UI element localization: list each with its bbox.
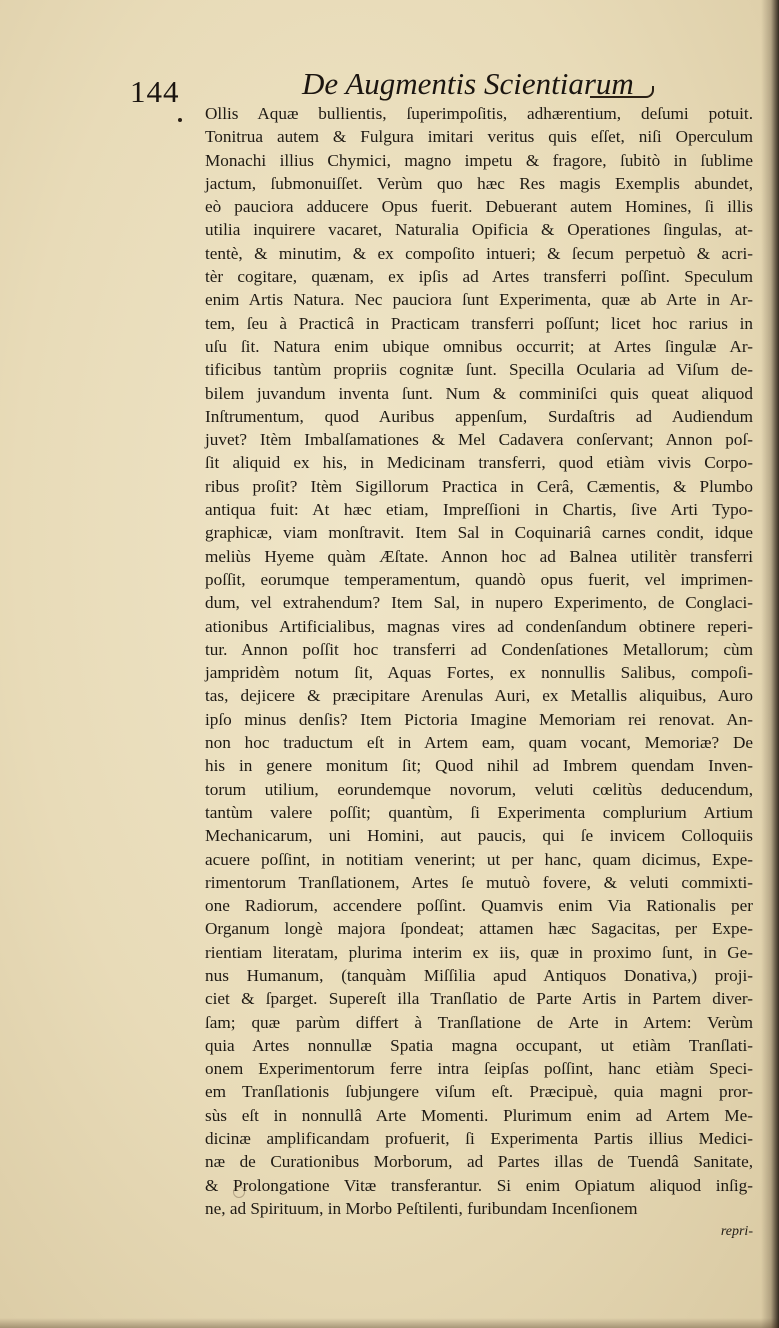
text-line: acuere poſſint, in notitiam venerint; ut per hanc, quam dicimus, Expe- bbox=[205, 849, 753, 869]
text-line: non hoc traductum eſt in Artem eam, quam vocant, Memoriæ? De bbox=[205, 733, 753, 753]
text-line: ciet & ſparget. Supereſt illa Tranſlatio de Parte Artis in Partem diver- bbox=[205, 989, 753, 1009]
catchword: repri- bbox=[720, 1224, 753, 1240]
text-line: ſit aliquid ex his, in Medicinam transferri, quod etiàm vivis Corpo- bbox=[205, 453, 753, 473]
text-line: rimentorum Tranſlationem, Artes ſe mutuò fovere, & veluti commixti- bbox=[205, 872, 753, 892]
running-head: De Augmentis Scientiarum bbox=[302, 66, 634, 101]
text-line: tificibus tantùm propriis cognitæ ſunt. Specilla Ocularia ad Viſum de- bbox=[205, 360, 753, 380]
text-line: his in genere monitum ſit; Quod nihil ad Imbrem quendam Inven- bbox=[205, 756, 753, 776]
text-line: poſſit, eorumque temperamentum, quandò opus fuerit, vel imprimen- bbox=[205, 569, 753, 589]
text-line: Mechanicarum, uni Homini, aut paucis, qui ſe invicem Colloquiis bbox=[205, 826, 753, 846]
gutter-shadow bbox=[761, 0, 779, 1328]
text-line: onem Experimentorum ferre intra ſeipſas poſſint, hanc etiàm Speci- bbox=[205, 1059, 753, 1079]
text-line: bilem juvandum inventa ſunt. Num & comminiſci quis queat aliquod bbox=[205, 383, 753, 403]
text-line: ſam; quæ parùm differt à Tranſlatione de Arte in Artem: Verùm bbox=[205, 1012, 753, 1032]
text-line: jactum, ſubmonuiſſet. Verùm quo hæc Res magis Exemplis abundet, bbox=[205, 173, 753, 193]
text-line: rientiam literatam, plurima interim ex iis, quæ in proximo ſunt, in Ge- bbox=[205, 942, 753, 962]
text-line: tantùm valere poſſit; quantùm, ſi Experimenta complurium Artium bbox=[205, 802, 753, 822]
text-line: one Radiorum, accendere poſſint. Quamvis enim Via Rationalis per bbox=[205, 896, 753, 916]
body-text bbox=[205, 102, 753, 1244]
text-line: dicinæ amplificandam profuerit, ſi Experimenta Partis illius Medici- bbox=[205, 1129, 753, 1149]
text-line: torum utilium, eorundemque novorum, veluti cœlitùs deducendum, bbox=[205, 779, 753, 799]
text-line: næ de Curationibus Morborum, ad Partes illas de Tuendâ Sanitate, bbox=[205, 1152, 753, 1172]
text-line: ipſo minus denſis? Item Pictoria Imagine Memoriam rei renovat. An- bbox=[205, 709, 753, 729]
text-line: meliùs Hyeme quàm Æſtate. Annon hoc ad Balnea utilitèr transferri bbox=[205, 546, 753, 566]
text-line: eò pauciora adducere Opus fuerit. Debuerant autem Homines, ſi illis bbox=[205, 197, 753, 217]
text-line: tem, ſeu à Practicâ in Practicam transferri poſſunt; licet hoc rarius in bbox=[205, 313, 753, 333]
text-line: ne, ad Spirituum, in Morbo Peſtilenti, furibundam Incenſionem bbox=[205, 1198, 638, 1218]
text-line: Inſtrumentum, quod Auribus appenſum, Surdaſtris ad Audiendum bbox=[205, 406, 753, 426]
text-line: juvet? Itèm Imbalſamationes & Mel Cadavera conſervant; Annon poſ- bbox=[205, 430, 753, 450]
page-number: 144 bbox=[130, 74, 180, 109]
margin-mark bbox=[178, 118, 182, 122]
text-line: tèr cogitare, quænam, ex ipſis ad Artes transferri poſſint. Speculum bbox=[205, 267, 753, 287]
text-line: & Prolongatione Vitæ transferantur. Si enim Opiatum aliquod inſig- bbox=[205, 1175, 753, 1195]
running-head-flourish bbox=[590, 86, 654, 98]
text-line: Monachi illius Chymici, magno impetu & fragore, ſubitò in ſublime bbox=[205, 150, 753, 170]
text-line: tas, dejicere & præcipitare Arenulas Auri, ex Metallis aliquibus, Auro bbox=[205, 686, 753, 706]
text-line: nus Humanum, (tanquàm Miſſilia apud Antiquos Donativa,) proji- bbox=[205, 965, 753, 985]
text-line: ribus proſit? Itèm Sigillorum Practica in Cerâ, Cæmentis, & Plumbo bbox=[205, 476, 753, 496]
text-line: sùs eſt in nonnullâ Arte Momenti. Plurimum enim ad Artem Me- bbox=[205, 1105, 753, 1125]
text-line: dum, vel extrahendum? Item Sal, in nupero Experimento, de Conglaci- bbox=[205, 593, 753, 613]
text-line: Tonitrua autem & Fulgura imitari veritus quis eſſet, niſi Operculum bbox=[205, 127, 753, 147]
text-line: Organum longè majora ſpondeat; attamen hæc Sagacitas, per Expe- bbox=[205, 919, 753, 939]
text-line: antiqua fuit: At hæc etiam, Impreſſioni in Chartis, ſive Arti Typo- bbox=[205, 500, 753, 520]
paper-blemish bbox=[233, 1186, 245, 1198]
text-line: em Tranſlationis ſubjungere viſum eſt. Præcipuè, quia magni pror- bbox=[205, 1082, 753, 1102]
text-line: tur. Annon poſſit hoc transferri ad Condenſationes Metallorum; cùm bbox=[205, 639, 753, 659]
text-line: Ollis Aquæ bullientis, ſuperimpoſitis, adhærentium, deſumi potuit. bbox=[205, 104, 753, 123]
text-line: jampridèm notum ſit, Aquas Fortes, ex nonnullis Salibus, compoſi- bbox=[205, 663, 753, 683]
text-line: ationibus Artificialibus, magnas vires ad condenſandum obtinere reperi- bbox=[205, 616, 753, 636]
text-line: utilia inquirere vacaret, Naturalia Opificia & Operationes ſingulas, at- bbox=[205, 220, 753, 240]
text-line: graphicæ, viam monſtravit. Item Sal in Coquinariâ carnes condit, idque bbox=[205, 523, 753, 543]
text-line: tentè, & minutim, & ex compoſito intueri; & ſecum perpetuò & acri- bbox=[205, 243, 753, 263]
text-line: quia Artes nonnullæ Spatia magna occupant, ut etiàm Tranſlati- bbox=[205, 1035, 753, 1055]
text-line: enim Artis Natura. Nec pauciora ſunt Experimenta, quæ ab Arte in Ar- bbox=[205, 290, 753, 310]
page-edge bbox=[0, 1318, 779, 1328]
text-line: uſu ſit. Natura enim ubique omnibus occurrit; at Artes ſingulæ Ar- bbox=[205, 336, 753, 356]
